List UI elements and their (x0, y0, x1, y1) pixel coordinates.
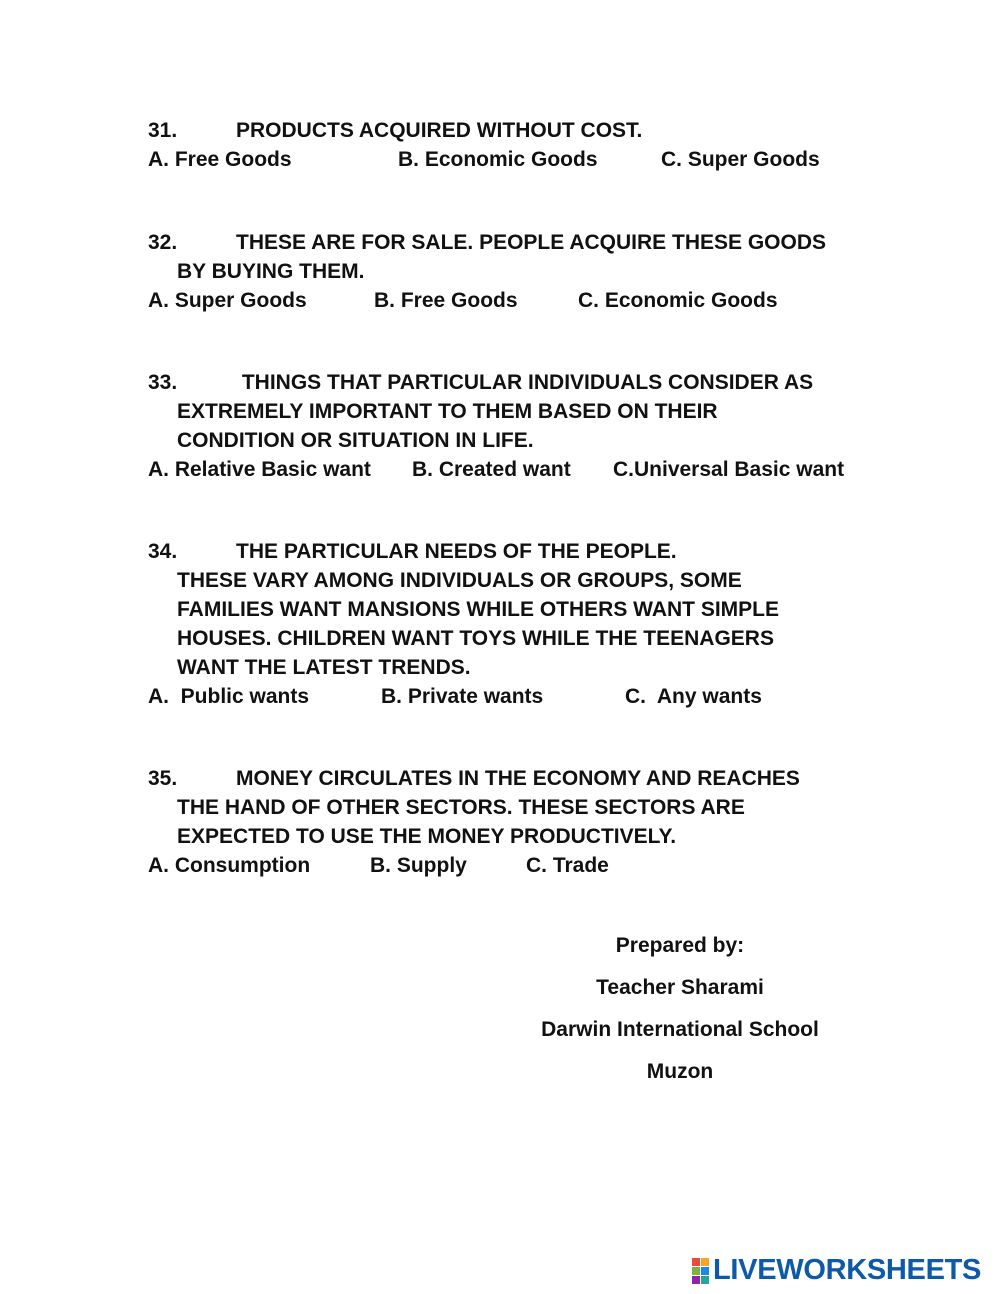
choice-c[interactable]: C. Economic Goods (578, 289, 778, 312)
question-text: THESE VARY AMONG INDIVIDUALS OR GROUPS, SOME (177, 569, 742, 592)
question-stem (148, 537, 908, 566)
choice-a[interactable]: A. Public wants (148, 685, 310, 708)
question-text: HOUSES. CHILDREN WANT TOYS WHILE THE TEENAGERS (177, 627, 774, 650)
question-stem (148, 116, 908, 145)
question-34 (148, 537, 908, 711)
question-text: PRODUCTS ACQUIRED WITHOUT COST. (236, 119, 643, 142)
choice-b[interactable]: B. Private wants (381, 685, 544, 708)
question-number: 33. (148, 371, 178, 394)
liveworksheets-logo-icon (692, 1258, 709, 1284)
question-text: EXPECTED TO USE THE MONEY PRODUCTIVELY. (177, 825, 677, 848)
choice-a[interactable]: A. Relative Basic want (148, 458, 371, 481)
question-text: WANT THE LATEST TRENDS. (177, 656, 471, 679)
choice-b[interactable]: B. Economic Goods (398, 148, 598, 171)
answer-choices (148, 682, 908, 711)
brand-text: LIVEWORKSHEETS (713, 1254, 982, 1286)
choice-a[interactable]: A. Free Goods (148, 148, 292, 171)
question-text: FAMILIES WANT MANSIONS WHILE OTHERS WANT SIMPLE (177, 598, 779, 621)
question-text: CONDITION OR SITUATION IN LIFE. (177, 429, 534, 452)
question-31 (148, 116, 908, 174)
choice-c[interactable]: C. Any wants (625, 685, 762, 708)
choice-b[interactable]: B. Supply (370, 854, 467, 877)
question-stem (148, 228, 908, 257)
answer-choices (148, 286, 908, 315)
teacher-name: Teacher Sharami (596, 976, 764, 999)
question-text: THE HAND OF OTHER SECTORS. THESE SECTORS ARE (177, 796, 745, 819)
choice-c[interactable]: C. Trade (526, 854, 609, 877)
question-text: THINGS THAT PARTICULAR INDIVIDUALS CONSIDER AS (236, 371, 814, 394)
question-text: BY BUYING THEM. (177, 260, 365, 283)
location: Muzon (646, 1060, 714, 1083)
question-stem (148, 764, 908, 793)
liveworksheets-brand (692, 1254, 981, 1287)
answer-choices (148, 455, 908, 484)
choice-b[interactable]: B. Created want (412, 458, 571, 481)
question-stem (148, 368, 908, 397)
question-32 (148, 228, 908, 315)
choice-a[interactable]: A. Consumption (148, 854, 311, 877)
question-number: 34. (148, 540, 178, 563)
question-number: 32. (148, 231, 178, 254)
question-text: EXTREMELY IMPORTANT TO THEM BASED ON THEIR (177, 400, 718, 423)
question-35 (148, 764, 908, 880)
answer-choices (148, 851, 908, 880)
choice-c[interactable]: C.Universal Basic want (613, 458, 845, 481)
school-name: Darwin International School (541, 1018, 819, 1041)
question-number: 31. (148, 119, 178, 142)
question-text: THE PARTICULAR NEEDS OF THE PEOPLE. (236, 540, 677, 563)
question-text: THESE ARE FOR SALE. PEOPLE ACQUIRE THESE GOODS (236, 231, 827, 254)
choice-c[interactable]: C. Super Goods (661, 148, 820, 171)
question-33 (148, 368, 908, 484)
prepared-label: Prepared by: (615, 934, 745, 957)
answer-choices (148, 145, 908, 174)
question-text: MONEY CIRCULATES IN THE ECONOMY AND REACHES (236, 767, 800, 790)
question-number: 35. (148, 767, 178, 790)
choice-b[interactable]: B. Free Goods (374, 289, 518, 312)
choice-a[interactable]: A. Super Goods (148, 289, 307, 312)
